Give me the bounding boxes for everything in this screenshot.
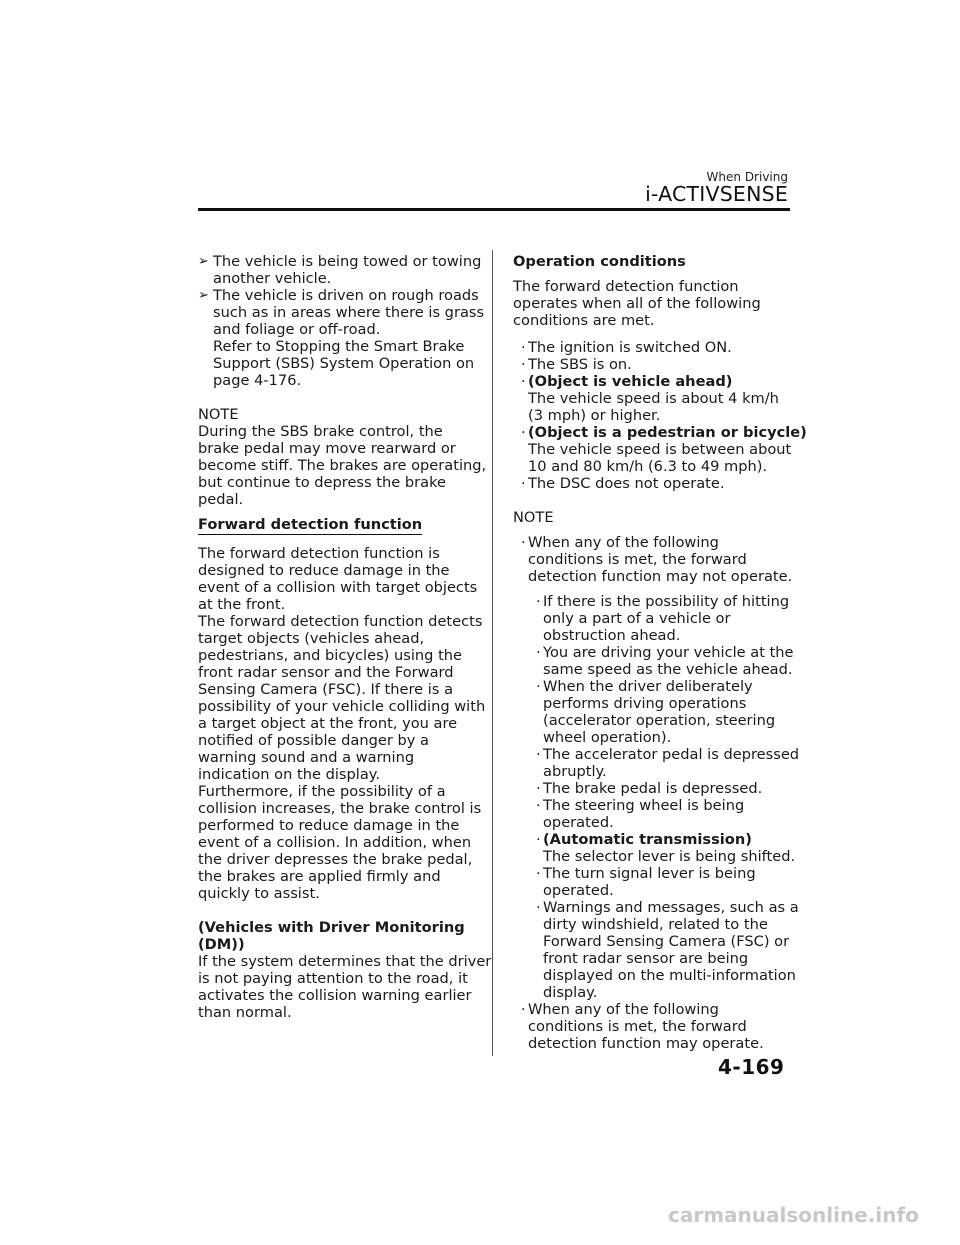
text-line: Support (SBS) System Operation on — [213, 355, 475, 372]
list-item: · When any of the following conditions is met, the forward detection function may not operate. — [521, 534, 793, 585]
list-item: · (Object is vehicle ahead) The vehicle speed is about 4 km/h (3 mph) or higher. — [521, 373, 779, 424]
bullet-dot-icon: · — [536, 678, 541, 695]
column-divider — [492, 250, 493, 1056]
body-paragraph: The forward detection function is designed to reduce damage in the event of a collision with target objects at the front. The forward detection function detects target objects (vehicles ahead, pedestrians, and bicycles) using the front radar sensor and the Forward Sensing Camera (FSC). If there is a possibility of your vehicle colliding with a target object at the front, you are notified of possible danger by a warning sound and a warning indication on the display. Furthermore, if the possibility of a collision increases, the brake control is performed to reduce damage in the event of a collision. In addition, when the driver depresses the brake pedal, the brakes are applied firmly and quickly to assist. — [198, 545, 486, 902]
bullet-dot-icon: · — [521, 534, 526, 551]
text-line: another vehicle. — [213, 270, 332, 287]
list-item: · (Automatic transmission) The selector lever is being shifted. — [536, 831, 796, 865]
condition-list — [513, 339, 807, 492]
section-heading: Operation conditions — [513, 253, 686, 270]
bullet-dot-icon: · — [536, 593, 541, 610]
note-label: NOTE — [513, 509, 554, 526]
list-item: · The turn signal lever is being operated. — [536, 865, 756, 899]
bullet-dot-icon: · — [521, 1001, 526, 1018]
bullet-dot-icon: · — [536, 831, 541, 848]
note-label: NOTE — [198, 406, 239, 423]
chevron-right-icon: ➢ — [198, 254, 209, 269]
bullet-dot-icon: · — [521, 356, 526, 373]
section-label: When Driving — [706, 170, 788, 184]
page-title: i-ACTIVSENSE — [645, 182, 788, 206]
list-item: · If there is the possibility of hitting only a part of a vehicle or obstruction ahead. — [536, 593, 790, 644]
chevron-right-icon: ➢ — [198, 288, 209, 303]
text-line: page 4-176. — [213, 372, 302, 389]
list-item: · The SBS is on. — [521, 356, 632, 373]
dm-heading: (Vehicles with Driver Monitoring (DM)) — [198, 919, 465, 953]
list-item: · The brake pedal is depressed. — [536, 780, 763, 797]
page-number: 4-169 — [718, 1055, 785, 1079]
list-item: · The ignition is switched ON. — [521, 339, 732, 356]
bullet-dot-icon: · — [521, 373, 526, 390]
list-item: · The DSC does not operate. — [521, 475, 725, 492]
text-line: and foliage or off-road. — [213, 321, 381, 338]
bullet-dot-icon: · — [536, 644, 541, 661]
bullet-dot-icon: · — [521, 424, 526, 441]
list-item: · The steering wheel is being operated. — [536, 797, 745, 831]
bullet-dot-icon: · — [521, 475, 526, 492]
list-item — [198, 253, 484, 287]
sub-list — [528, 593, 800, 1001]
list-item: · The accelerator pedal is depressed abruptly. — [536, 746, 800, 780]
dm-paragraph: If the system determines that the driver is not paying attention to the road, it activates the collision warning earlier than normal. — [198, 953, 492, 1021]
bullet-dot-icon: · — [536, 865, 541, 882]
section-heading: Forward detection function — [198, 516, 423, 533]
text-line: The vehicle is being towed or towing — [213, 253, 482, 270]
text-line: Refer to Stopping the Smart Brake — [213, 338, 465, 355]
bullet-dot-icon: · — [536, 746, 541, 763]
list-item: · When the driver deliberately performs driving operations (accelerator operation, steering wheel operation). — [536, 678, 776, 746]
text-line: such as in areas where there is grass — [213, 304, 485, 321]
list-item — [198, 287, 484, 389]
list-item: · Warnings and messages, such as a dirty windshield, related to the Forward Sensing Camera (FSC) or front radar sensor are being displayed on the multi-information display. — [536, 899, 799, 1001]
bullet-dot-icon: · — [521, 339, 526, 356]
intro-paragraph: The forward detection function operates when all of the following conditions are met. — [513, 278, 761, 329]
text-line: The vehicle is driven on rough roads — [213, 287, 479, 304]
note-list — [513, 534, 800, 1052]
bullet-dot-icon: · — [536, 780, 541, 797]
right-column — [513, 253, 807, 1052]
watermark: carmanualsonline.info — [668, 1203, 919, 1227]
list-item: · When any of the following conditions is met, the forward detection function may operate. — [521, 1001, 764, 1052]
bullet-dot-icon: · — [536, 797, 541, 814]
list-item: · (Object is a pedestrian or bicycle) The vehicle speed is between about 10 and 80 km/h (6.3 to 49 mph). — [521, 424, 807, 475]
bullet-dot-icon: · — [536, 899, 541, 916]
left-column — [198, 253, 492, 1021]
list-item: · You are driving your vehicle at the same speed as the vehicle ahead. — [536, 644, 794, 678]
header-rule — [198, 208, 790, 211]
note-text: During the SBS brake control, the brake pedal may move rearward or become stiff. The brakes are operating, but continue to depress the brake pedal. — [198, 423, 487, 508]
